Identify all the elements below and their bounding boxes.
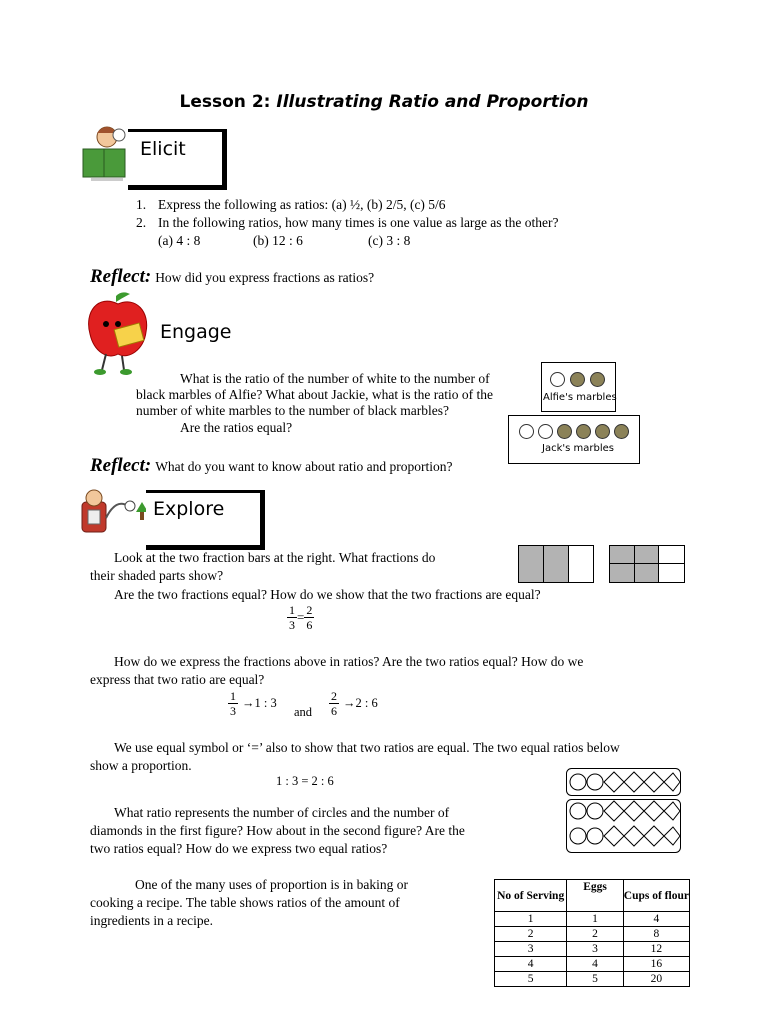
jack-marbles-label: Jack's marbles — [542, 443, 614, 454]
bar-cell-shaded — [610, 564, 635, 582]
table-cell: 3 — [567, 942, 623, 957]
elicit-item-2 — [136, 214, 559, 232]
reflect-text: How did you express fractions as ratios? — [155, 270, 375, 285]
column-header: Eggs — [567, 880, 623, 912]
fraction-two-sixths: $\frac{2}{6}$ — [306, 603, 313, 632]
table-cell: 2 — [495, 927, 567, 942]
ratio-text: →1 : 3 — [242, 696, 277, 710]
elicit-item-1 — [136, 196, 446, 214]
explore-p3-line-2: show a proportion. — [90, 758, 192, 773]
bar-cell-shaded — [519, 546, 544, 582]
bar-cell-empty — [659, 564, 684, 582]
explore-p1-line-1: Look at the two fraction bars at the right. What fractions do — [114, 550, 436, 565]
black-marble — [570, 372, 585, 387]
table-header-row — [495, 880, 690, 912]
reading-boy-icon — [77, 123, 135, 183]
bar-cell-shaded — [544, 546, 569, 582]
table-cell: 12 — [623, 942, 689, 957]
explore-p5-line-2: cooking a recipe. The table shows ratios of the amount of — [90, 895, 400, 910]
white-marble — [519, 424, 534, 439]
reflect-1 — [90, 266, 374, 288]
explore-p5-line-3: ingredients in a recipe. — [90, 913, 213, 928]
black-marble — [590, 372, 605, 387]
engage-heading: Engage — [160, 321, 232, 343]
equals-sign: = — [297, 609, 305, 625]
elicit-choice-c: (c) 3 : 8 — [368, 233, 411, 248]
table-cell: 8 — [623, 927, 689, 942]
and-text: and — [294, 705, 313, 719]
jack-marbles-figure — [508, 415, 640, 464]
black-marble — [595, 424, 610, 439]
table-cell: 20 — [623, 972, 689, 987]
engage-line-2: black marbles of Alfie? What about Jackie, what is the ratio of the — [136, 387, 494, 402]
explore-p5-line-1: One of the many uses of proportion is in baking or — [135, 877, 408, 892]
table-cell: 4 — [495, 957, 567, 972]
fraction-bar-sixths — [609, 545, 685, 583]
bar-cell-shaded — [635, 546, 660, 564]
elicit-choice-a: (a) 4 : 8 — [158, 233, 201, 248]
black-marble — [576, 424, 591, 439]
table-row — [495, 927, 690, 942]
table-row — [495, 972, 690, 987]
proportion-statement: 1 : 3 = 2 : 6 — [276, 774, 334, 788]
fraction-one-third: $\frac{1}{3}$ — [289, 603, 295, 632]
white-marble — [550, 372, 565, 387]
reflect-label: Reflect: — [90, 455, 152, 476]
explore-p4-line-2: diamonds in the first figure? How about in the second figure? Are the — [90, 823, 465, 838]
table-row — [495, 912, 690, 927]
explore-p3-line-1: We use equal symbol or ‘=’ also to show that two ratios are equal. The two equal ratios below — [114, 740, 620, 755]
title-emphasis: Illustrating Ratio and Proportion — [276, 92, 589, 112]
white-marble — [538, 424, 553, 439]
elicit-item-num: 1. — [136, 197, 147, 212]
explore-heading: Explore — [153, 498, 225, 520]
column-header: No of Serving — [495, 880, 567, 912]
fraction-bar-thirds — [518, 545, 594, 583]
alfie-marbles-label: Alfie's marbles — [543, 392, 617, 403]
column-header: Cups of flour — [623, 880, 689, 912]
bar-cell-shaded — [635, 564, 660, 582]
elicit-item-num: 2. — [136, 215, 147, 230]
engage-line-4: Are the ratios equal? — [180, 420, 293, 435]
table-cell: 5 — [495, 972, 567, 987]
recipe-table — [494, 879, 690, 987]
page-title — [0, 92, 768, 112]
reflect-text: What do you want to know about ratio and proportion? — [155, 459, 453, 474]
fraction-equation — [287, 603, 314, 632]
bar-cell-empty — [659, 546, 684, 564]
explore-p1-line-2: their shaded parts show? — [90, 568, 224, 583]
engage-line-3: number of white marbles to the number of black marbles? — [136, 403, 450, 418]
table-cell: 4 — [567, 957, 623, 972]
ratio-conversion-1: $\frac{1}{3}$ →1 : 3 — [230, 689, 277, 718]
explore-p2-line-1: How do we express the fractions above in ratios? Are the two ratios equal? How do we — [114, 654, 584, 669]
ratio-conversion-2: $\frac{2}{6}$ →2 : 6 — [331, 689, 378, 718]
table-row — [495, 942, 690, 957]
explore-p1-line-3: Are the two fractions equal? How do we show that the two fractions are equal? — [114, 587, 541, 602]
explore-p4-line-1: What ratio represents the number of circles and the number of — [114, 805, 450, 820]
explorer-kid-icon — [72, 488, 152, 538]
black-marble — [614, 424, 629, 439]
elicit-heading: Elicit — [140, 138, 186, 160]
table-cell: 5 — [567, 972, 623, 987]
table-row — [495, 957, 690, 972]
explore-p4-line-3: two ratios equal? How do we express two equal ratios? — [90, 841, 388, 856]
table-cell: 2 — [567, 927, 623, 942]
ratio-text: →2 : 6 — [343, 696, 378, 710]
alfie-marbles-figure — [541, 362, 616, 412]
title-prefix: Lesson 2: — [179, 92, 277, 112]
table-cell: 1 — [567, 912, 623, 927]
black-marble — [557, 424, 572, 439]
reflect-label: Reflect: — [90, 266, 152, 287]
table-cell: 3 — [495, 942, 567, 957]
bar-cell-shaded — [610, 546, 635, 564]
reflect-2 — [90, 455, 453, 477]
bar-cell-empty — [569, 546, 593, 582]
elicit-choice-b: (b) 12 : 6 — [253, 233, 303, 248]
table-cell: 4 — [623, 912, 689, 927]
elicit-item-text: Express the following as ratios: (a) ½, (b) 2/5, (c) 5/6 — [158, 197, 446, 212]
circles-diamonds-figure — [566, 768, 682, 854]
reading-apple-icon — [82, 290, 152, 376]
table-cell: 1 — [495, 912, 567, 927]
explore-p2-line-2: express that two ratio are equal? — [90, 672, 265, 687]
elicit-item-text: In the following ratios, how many times is one value as large as the other? — [158, 215, 559, 230]
engage-line-1: What is the ratio of the number of white to the number of — [180, 371, 490, 386]
table-cell: 16 — [623, 957, 689, 972]
